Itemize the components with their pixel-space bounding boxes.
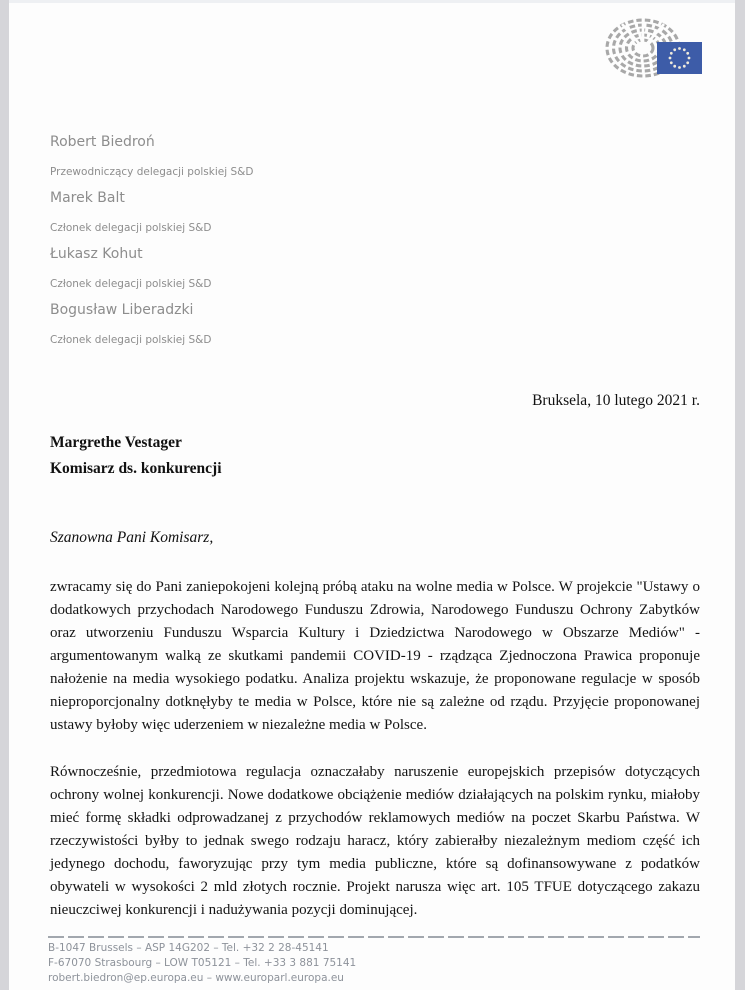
letter-body [50, 576, 700, 922]
body-paragraph-1: zwracamy się do Pani zaniepokojeni kolejną próbą ataku na wolne media w Polsce. W projekcie "Ustawy o dodatkowych przychodach Narodowego Funduszu Zdrowia, Narodowego Funduszu Ochrony Zabytków oraz utworzeniu Funduszu Wsparcia Kultury i Dziedzictwa Narodowego w Obszarze Mediów" - argumentowanym walką ze skutkami pandemii COVID-19 - rządząca Zjednoczona Prawica proponuje nałożenie na media wysokiego podatku. Analiza projektu wskazuje, że proponowane regulacje w sposób nieproporcjonalny dotknęłyby te media w Polsce, które nie są zależne od rządu. Przyjęcie proponowanej ustawy byłoby więc uderzeniem w niezależne media w Polsce. [50, 579, 700, 733]
footer-divider [48, 936, 700, 938]
page-edge-right [735, 0, 745, 990]
eu-flag-icon [657, 42, 702, 74]
european-parliament-logo [598, 14, 708, 94]
footer-address-strasbourg: F-67070 Strasbourg – LOW T05121 – Tel. +33 3 881 75141 [48, 957, 357, 969]
signatory-role: Członek delegacji polskiej S&D [50, 334, 212, 346]
salutation: Szanowna Pani Komisarz, [50, 529, 214, 546]
footer-address-brussels: B-1047 Brussels – ASP 14G202 – Tel. +32 2 28-45141 [48, 942, 329, 954]
recipient-block [50, 430, 222, 482]
signatory-name: Bogusław Liberadzki [50, 302, 194, 318]
signatory-name: Robert Biedroń [50, 134, 155, 150]
page-edge-top [9, 0, 735, 3]
page-edge-left [0, 0, 9, 990]
dateline: Bruksela, 10 lutego 2021 r. [532, 392, 700, 409]
recipient-title: Komisarz ds. konkurencji [50, 460, 222, 477]
body-paragraph-2: Równocześnie, przedmiotowa regulacja oznaczałaby naruszenie europejskich przepisów dotyczących ochrony wolnej konkurencji. Nowe dodatkowe obciążenie mediów działających na polskim rynku, miałoby mieć formę składki odprowadzanej z przychodów reklamowych mediów na poczet Skarbu Państwa. W rzeczywistości byłby to jednak swego rodzaju haracz, który zabierałby niezależnym mediom część ich jedynego dochodu, faworyzując przy tym media publiczne, które są dofinansowywane z podatków obywateli w wysokości 2 mld złotych rocznie. Projekt narusza więc art. 105 TFUE dotyczącego zakazu nieuczciwej konkurencji i nadużywania pozycji dominującej. [50, 764, 700, 918]
recipient-name: Margrethe Vestager [50, 434, 182, 451]
footer-contact: robert.biedron@ep.europa.eu – www.europarl.europa.eu [48, 972, 344, 984]
signatory-name: Łukasz Kohut [50, 246, 143, 262]
signatory-role: Członek delegacji polskiej S&D [50, 278, 212, 290]
letter-footer [48, 936, 700, 986]
signatory-role: Członek delegacji polskiej S&D [50, 222, 212, 234]
signatories-block [50, 134, 253, 358]
signatory-role: Przewodniczący delegacji polskiej S&D [50, 166, 254, 178]
signatory-name: Marek Balt [50, 190, 125, 206]
